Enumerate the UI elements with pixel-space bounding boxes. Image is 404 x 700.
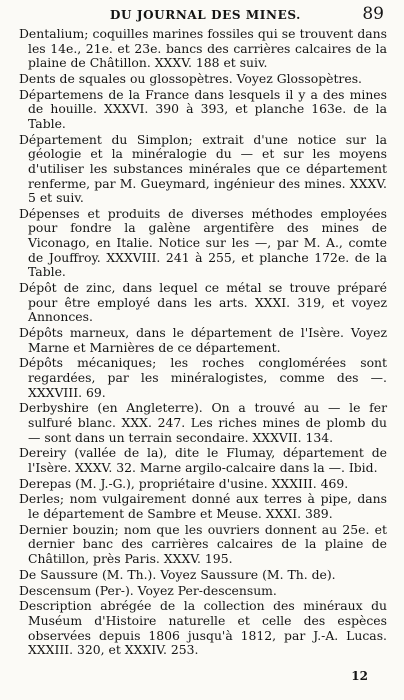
index-entry: Dépôt de zinc, dans lequel ce métal se trouve préparé pour être employé dans les arts. XXXI. 319, et voyez Annonces. (19, 280, 387, 325)
page-number: 89 (362, 4, 384, 24)
index-entry: Dernier bouzin; nom que les ouvriers donnent au 25e. et dernier banc des carrières calcaires de la plaine de Châtillon, près Paris. XXXV. 195. (19, 521, 387, 567)
index-entry: Dépôts marneux, dans le département de l'Isère. Voyez Marne et Marnières de ce département. (19, 325, 387, 355)
page-header (0, 4, 404, 26)
index-entry: Derles; nom vulgairement donné aux terres à pipe, dans le département de Sambre et Meuse. XXXI. 389. (19, 491, 387, 522)
index-entry: Descensum (Per-). Voyez Per-descensum. (19, 582, 277, 598)
index-entries (19, 27, 387, 659)
index-entry: Département du Simplon; extrait d'une notice sur la géologie et la minéralogie du — et sur les moyens d'utiliser les substances minérales que ce département renferme, par M. Gueymard, ingénieur des mines. XXXV. 5 et suiv. (19, 131, 387, 206)
index-entry: Dentalium; coquilles marines fossiles qui se trouvent dans les 14e., 21e. et 23e. bancs des carrières calcaires de la plaine de Châtillon. XXXV. 188 et suiv. (19, 26, 387, 71)
index-entry: Derbyshire (en Angleterre). On a trouvé au — le fer sulfuré blanc. XXX. 247. Les riches mines de plomb du — sont dans un terrain secondaire. XXXVII. 134. (19, 400, 387, 445)
index-entry: Description abrégée de la collection des minéraux du Muséum d'Histoire naturelle et celle des espèces observées depuis 1806 jusqu'à 1812, par J.-A. Lucas. XXXIII. 320, et XXXIV. 253. (19, 598, 387, 658)
running-title: DU JOURNAL DES MINES. (110, 8, 301, 22)
index-entry: Départemens de la France dans lesquels il y a des mines de houille. XXXVI. 390 à 393, et planche 163e. de la Table. (19, 86, 387, 131)
index-entry: Dents de squales ou glossopètres. Voyez Glossopètres. (19, 70, 362, 86)
signature-mark: 12 (351, 669, 368, 683)
index-entry: Dépenses et produits de diverses méthodes employées pour fondre la galène argentifère des mines de Viconago, en Italie. Notice sur les —, par M. A., comte de Jouffroy. XXXVIII. 241 à 255, et planche 172e. de la Table. (19, 205, 387, 280)
index-entry: De Saussure (M. Th.). Voyez Saussure (M. Th. de). (19, 566, 336, 582)
index-entry: Dereiry (vallée de la), dite le Flumay, département de l'Isère. XXXV. 32. Marne argilo-calcaire dans la —. Ibid. (19, 445, 387, 475)
index-entry: Dépôts mécaniques; les roches conglomérées sont regardées, par les minéralogistes, comme des —. XXXVIII. 69. (19, 355, 387, 400)
index-entry: Derepas (M. J.-G.), propriétaire d'usine. XXXIII. 469. (19, 475, 349, 491)
